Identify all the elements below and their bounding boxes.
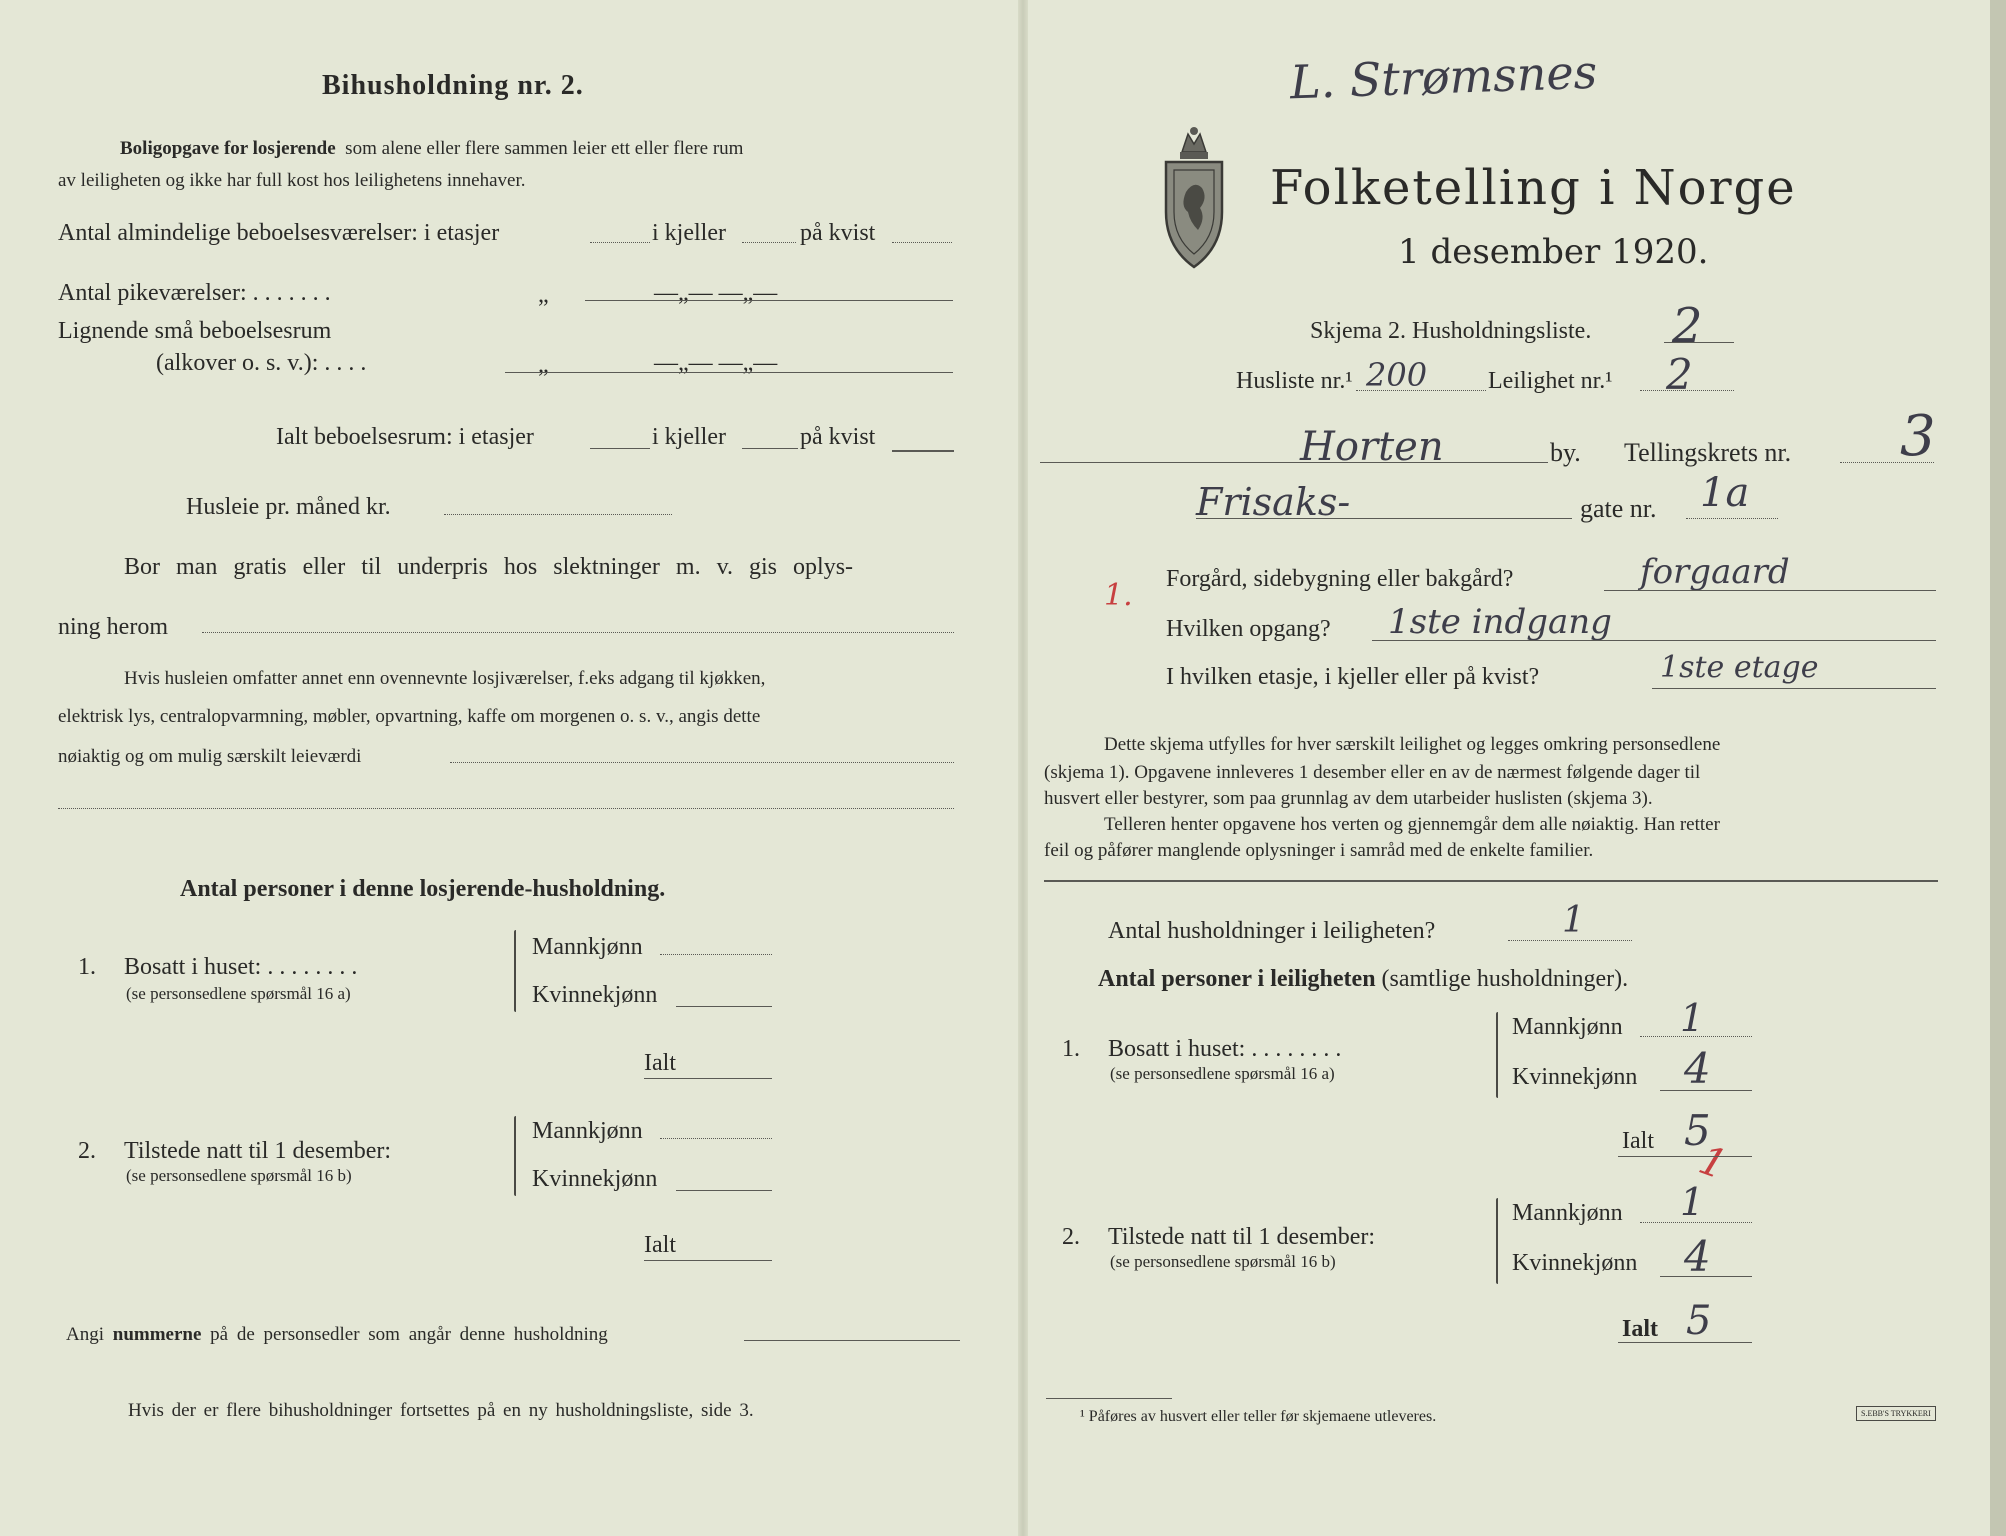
rooms-label: Antal almindelige beboelsesværelser: i etasjer bbox=[58, 220, 500, 246]
krets-field[interactable] bbox=[1840, 462, 1934, 463]
rq2-kvinne-value: 4 bbox=[1684, 1232, 1711, 1281]
q1-num: 1. bbox=[78, 954, 96, 980]
rq1-mann-field[interactable] bbox=[1640, 1036, 1752, 1037]
by-value: Horten bbox=[1300, 424, 1444, 470]
pike-field[interactable] bbox=[585, 300, 953, 301]
pike-ditto: „ bbox=[538, 282, 549, 308]
rq1-mann-value: 1 bbox=[1680, 996, 1705, 1040]
husleie-label: Husleie pr. måned kr. bbox=[186, 494, 391, 520]
lignende-ditto: „ bbox=[538, 352, 549, 378]
bor-field[interactable] bbox=[202, 632, 954, 633]
rq2-ref: (se personsedlene spørsmål 16 b) bbox=[1110, 1252, 1336, 1271]
lignende-field[interactable] bbox=[505, 372, 953, 373]
rq1-mann-label: Mannkjønn bbox=[1512, 1014, 1623, 1040]
q2-num: 2. bbox=[78, 1138, 96, 1164]
rq2-label: Tilstede natt til 1 desember: bbox=[1108, 1224, 1376, 1250]
hush-field[interactable] bbox=[1508, 940, 1632, 941]
rq1-label: Bosatt i huset: . . . . . . . . bbox=[1108, 1036, 1342, 1062]
skjema-field[interactable] bbox=[1664, 342, 1734, 343]
q1-mann-label: Mannkjønn bbox=[532, 934, 643, 960]
hush-label: Antal husholdninger i leiligheten? bbox=[1108, 918, 1436, 944]
rq2-kvinne-field[interactable] bbox=[1660, 1276, 1752, 1277]
rooms-kjeller-label: i kjeller bbox=[652, 220, 726, 246]
forgard-label: Forgård, sidebygning eller bakgård? bbox=[1166, 566, 1514, 592]
persons-line: Antal personer i leiligheten (samtlige husholdninger). bbox=[1098, 966, 1629, 992]
gate-label: gate nr. bbox=[1580, 494, 1657, 523]
gate-nr-field[interactable] bbox=[1686, 518, 1778, 519]
rq2-mann-field[interactable] bbox=[1640, 1222, 1752, 1223]
rooms-etasjer-field[interactable] bbox=[590, 242, 650, 243]
skjema-value: 2 bbox=[1672, 298, 1703, 354]
husliste-value: 200 bbox=[1366, 356, 1428, 394]
q2-ialt-field[interactable] bbox=[644, 1260, 772, 1261]
q2-ref: (se personsedlene spørsmål 16 b) bbox=[126, 1166, 352, 1185]
left-heading: Bihusholdning nr. 2. bbox=[322, 70, 584, 101]
footnote: ¹ Påføres av husvert eller teller før skjemaene utleveres. bbox=[1080, 1408, 1437, 1425]
angi-line: Angi nummerne på de personsedler som angår denne husholdning bbox=[66, 1324, 608, 1345]
by-field[interactable] bbox=[1040, 462, 1548, 463]
krets-label: Tellingskrets nr. bbox=[1624, 438, 1792, 467]
q1-ialt-field[interactable] bbox=[644, 1078, 772, 1079]
info-line-2: (skjema 1). Opgavene innleveres 1 desember eller en av de nærmest følgende dager til bbox=[1044, 762, 1701, 783]
rq1-kvinne-value: 4 bbox=[1684, 1044, 1711, 1093]
q1-kvinne-field[interactable] bbox=[676, 1006, 772, 1007]
intro-line-1: Boligopgave for losjerende som alene eller flere sammen leier ett eller flere rum bbox=[120, 138, 744, 159]
ialt-kvist-field[interactable] bbox=[892, 450, 954, 452]
handwritten-name: L. Strømsnes bbox=[1289, 44, 1599, 110]
rq2-kvinne-label: Kvinnekjønn bbox=[1512, 1250, 1638, 1276]
gate-nr-value: 1a bbox=[1700, 470, 1750, 516]
lignende-ditto-row: —„— —„— bbox=[654, 350, 778, 376]
hush-value: 1 bbox=[1562, 900, 1585, 941]
coat-of-arms-icon bbox=[1158, 122, 1230, 272]
info-line-5: feil og påfører manglende oplysninger i samråd med de enkelte familier. bbox=[1044, 840, 1594, 861]
q1-brace bbox=[514, 930, 516, 1012]
etasje-field[interactable] bbox=[1652, 688, 1936, 689]
skjema-label: Skjema 2. Husholdningsliste. bbox=[1310, 318, 1592, 344]
bor-line-2: ning herom bbox=[58, 614, 168, 640]
rq1-brace bbox=[1496, 1012, 1498, 1098]
ialt-rooms-label: Ialt beboelsesrum: i etasjer bbox=[276, 424, 534, 450]
ialt-etasjer-field[interactable] bbox=[590, 448, 650, 449]
hvis-line-1: Hvis husleien omfatter annet enn ovennevnte losjiværelser, f.eks adgang til kjøkken, bbox=[124, 668, 766, 689]
page-edge bbox=[1990, 0, 2006, 1536]
hvis-line-3: nøiaktig og om mulig særskilt leieværdi bbox=[58, 746, 362, 767]
etasje-label: I hvilken etasje, i kjeller eller på kvist? bbox=[1166, 664, 1540, 690]
rq1-kvinne-label: Kvinnekjønn bbox=[1512, 1064, 1638, 1090]
rq2-brace bbox=[1496, 1198, 1498, 1284]
info-line-4: Telleren henter opgavene hos verten og gjennemgår dem alle nøiaktig. Han retter bbox=[1104, 814, 1720, 835]
rq2-mann-value: 1 bbox=[1680, 1180, 1705, 1224]
q1-mann-field[interactable] bbox=[660, 954, 772, 955]
by-label: by. bbox=[1550, 438, 1581, 467]
rq1-num: 1. bbox=[1062, 1036, 1080, 1062]
page-fold bbox=[1018, 0, 1028, 1536]
husliste-label: Husliste nr.¹ bbox=[1236, 368, 1353, 394]
leieverdi-field-2[interactable] bbox=[58, 808, 954, 809]
husliste-field[interactable] bbox=[1356, 390, 1486, 391]
q2-mann-field[interactable] bbox=[660, 1138, 772, 1139]
form-title: Folketelling i Norge bbox=[1270, 160, 1797, 216]
pike-label: Antal pikeværelser: . . . . . . . bbox=[58, 280, 331, 306]
rq1-ialt-field[interactable] bbox=[1618, 1156, 1752, 1157]
angi-field[interactable] bbox=[744, 1340, 960, 1341]
left-footer: Hvis der er flere bihusholdninger fortsettes på en ny husholdningsliste, side 3. bbox=[128, 1400, 754, 1421]
info-line-3: husvert eller bestyrer, som paa grunnlag av dem utarbeider huslisten (skjema 3). bbox=[1044, 788, 1653, 809]
bor-line-1: Bor man gratis eller til underpris hos slektninger m. v. gis oplys- bbox=[124, 554, 854, 580]
hvis-line-2: elektrisk lys, centralopvarmning, møbler, opvartning, kaffe om morgenen o. s. v., angis dette bbox=[58, 706, 761, 727]
printer-stamp: S.EBB'S TRYKKERI bbox=[1856, 1406, 1936, 1421]
leilighet-value: 2 bbox=[1666, 350, 1693, 399]
rq1-ialt-label: Ialt bbox=[1622, 1128, 1654, 1154]
rooms-kjeller-field[interactable] bbox=[742, 242, 796, 243]
rq1-ialt-value: 5 bbox=[1684, 1106, 1711, 1155]
leilighet-label: Leilighet nr.¹ bbox=[1488, 368, 1613, 394]
opgang-value: 1ste indgang bbox=[1388, 602, 1612, 642]
q2-kvinne-label: Kvinnekjønn bbox=[532, 1166, 658, 1192]
husleie-field[interactable] bbox=[444, 514, 672, 515]
ialt-kvist-label: på kvist bbox=[800, 424, 876, 450]
q1-ref: (se personsedlene spørsmål 16 a) bbox=[126, 984, 351, 1003]
lignende-label-2: (alkover o. s. v.): . . . . bbox=[156, 350, 367, 376]
krets-value: 3 bbox=[1900, 404, 1936, 469]
rq1-red-value: 1 bbox=[1692, 1137, 1733, 1189]
etasje-value: 1ste etage bbox=[1660, 650, 1819, 685]
rq2-num: 2. bbox=[1062, 1224, 1080, 1250]
q2-brace bbox=[514, 1116, 516, 1196]
q1-ialt-label: Ialt bbox=[644, 1050, 676, 1076]
footnote-rule bbox=[1046, 1398, 1172, 1399]
ialt-kjeller-label: i kjeller bbox=[652, 424, 726, 450]
rq2-ialt-value: 5 bbox=[1686, 1298, 1712, 1344]
gate-field[interactable] bbox=[1196, 518, 1572, 519]
info-line-1: Dette skjema utfylles for hver særskilt leilighet og legges omkring personsedlene bbox=[1104, 734, 1721, 755]
q2-kvinne-field[interactable] bbox=[676, 1190, 772, 1191]
forgard-field[interactable] bbox=[1604, 590, 1936, 591]
rooms-kvist-label: på kvist bbox=[800, 220, 876, 246]
rooms-kvist-field[interactable] bbox=[892, 242, 952, 243]
rq2-mann-label: Mannkjønn bbox=[1512, 1200, 1623, 1226]
intro-line-2: av leiligheten og ikke har full kost hos leilighetens innehaver. bbox=[58, 170, 526, 191]
gate-value: Frisaks- bbox=[1196, 480, 1351, 524]
opgang-field[interactable] bbox=[1372, 640, 1936, 641]
rq2-ialt-field[interactable] bbox=[1618, 1342, 1752, 1343]
q1-kvinne-label: Kvinnekjønn bbox=[532, 982, 658, 1008]
lignende-label-1: Lignende små beboelsesrum bbox=[58, 318, 332, 344]
q2-ialt-label: Ialt bbox=[644, 1232, 676, 1258]
forgard-value: forgaard bbox=[1640, 552, 1790, 592]
leilighet-field[interactable] bbox=[1640, 390, 1734, 391]
q1-label: Bosatt i huset: . . . . . . . . bbox=[124, 954, 358, 980]
ialt-kjeller-field[interactable] bbox=[742, 448, 798, 449]
info-divider bbox=[1044, 880, 1938, 882]
leieverdi-field[interactable] bbox=[450, 762, 954, 763]
pike-ditto-row: —„— —„— bbox=[654, 280, 778, 306]
q2-mann-label: Mannkjønn bbox=[532, 1118, 643, 1144]
rq1-kvinne-field[interactable] bbox=[1660, 1090, 1752, 1091]
opgang-label: Hvilken opgang? bbox=[1166, 616, 1331, 642]
q2-label: Tilstede natt til 1 desember: bbox=[124, 1138, 392, 1164]
form-date: 1 desember 1920. bbox=[1398, 232, 1709, 272]
red-mark: 1. bbox=[1104, 578, 1133, 613]
rq2-ialt-label: Ialt bbox=[1622, 1316, 1658, 1342]
rq1-ref: (se personsedlene spørsmål 16 a) bbox=[1110, 1064, 1335, 1083]
persons-heading: Antal personer i denne losjerende-husholdning. bbox=[180, 876, 666, 902]
